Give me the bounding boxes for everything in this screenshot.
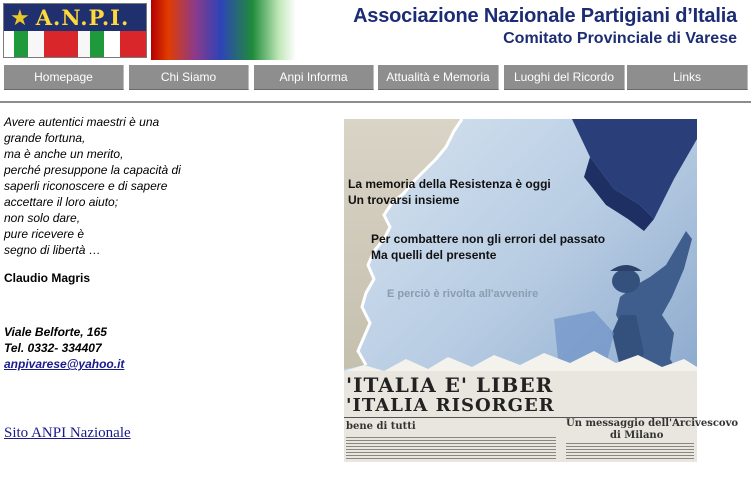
email-link[interactable]: anpivarese@yahoo.it — [4, 357, 125, 371]
quote-line: accettare il loro aiuto; — [4, 195, 119, 209]
nav-links[interactable]: Links — [627, 65, 748, 90]
quote-block — [4, 114, 324, 258]
newspaper-text-columns — [346, 437, 556, 459]
quote-line: perché presuppone la capacità di — [4, 163, 181, 177]
poster-text-line1: La memoria della Resistenza è oggi — [348, 177, 551, 191]
quote-line: saperli riconoscere e di sapere — [4, 179, 168, 193]
poster-text-line3: Per combattere non gli errori del passato — [371, 232, 606, 246]
quote-author: Claudio Magris — [4, 271, 91, 285]
newspaper-headline-1: 'ITALIA E' LIBER — [346, 373, 554, 397]
site-title: Associazione Nazionale Partigiani d’Italia — [353, 5, 737, 27]
nav-chi-siamo[interactable]: Chi Siamo — [129, 65, 249, 90]
quote-line: grande fortuna, — [4, 131, 86, 145]
quote-line: Avere autentici maestri è una — [4, 115, 160, 129]
nav-homepage[interactable]: Homepage — [4, 65, 124, 90]
address-text: Viale Belforte, 165 — [4, 325, 107, 339]
quote-line: segno di libertà … — [4, 243, 101, 257]
italian-flag-icon — [4, 31, 146, 57]
logo-text: A.N.P.I. — [35, 5, 130, 30]
newspaper-small-3: di Milano — [610, 430, 664, 441]
phone-text: Tel. 0332- 334407 — [4, 341, 102, 355]
nav-luoghi-del-ricordo[interactable]: Luoghi del Ricordo — [504, 65, 625, 90]
newspaper-clipping — [344, 371, 739, 462]
anpi-logo[interactable] — [3, 3, 147, 58]
nav-anpi-informa[interactable]: Anpi Informa — [254, 65, 374, 90]
newspaper-headline-2: 'ITALIA RISORGER — [346, 395, 555, 416]
nav-attualita-e-memoria[interactable]: Attualità e Memoria — [378, 65, 499, 90]
tricolor-gradient-band — [151, 0, 296, 60]
resistance-memory-poster — [344, 119, 739, 462]
quote-line: non solo dare, — [4, 211, 81, 225]
star-icon: ★ — [10, 5, 30, 30]
newspaper-small-1: bene di tutti — [346, 421, 416, 432]
logo-banner — [4, 4, 146, 31]
main-navigation — [4, 65, 748, 90]
newspaper-small-2: Un messaggio dell'Arcivescovo — [566, 418, 739, 429]
poster-text-line4: Ma quelli del presente — [371, 248, 497, 262]
contact-info — [4, 324, 124, 372]
sito-anpi-nazionale-link[interactable]: Sito ANPI Nazionale — [4, 425, 131, 441]
poster-text-line2: Un trovarsi insieme — [348, 193, 460, 207]
quote-line: ma è anche un merito, — [4, 147, 124, 161]
poster-text-line5: E perciò è rivolta all'avvenire — [387, 288, 539, 300]
quote-line: pure ricevere è — [4, 227, 85, 241]
horizontal-divider — [0, 101, 751, 103]
site-subtitle: Comitato Provinciale di Varese — [503, 30, 737, 47]
site-header — [0, 0, 753, 62]
newspaper-text-columns — [566, 443, 694, 459]
